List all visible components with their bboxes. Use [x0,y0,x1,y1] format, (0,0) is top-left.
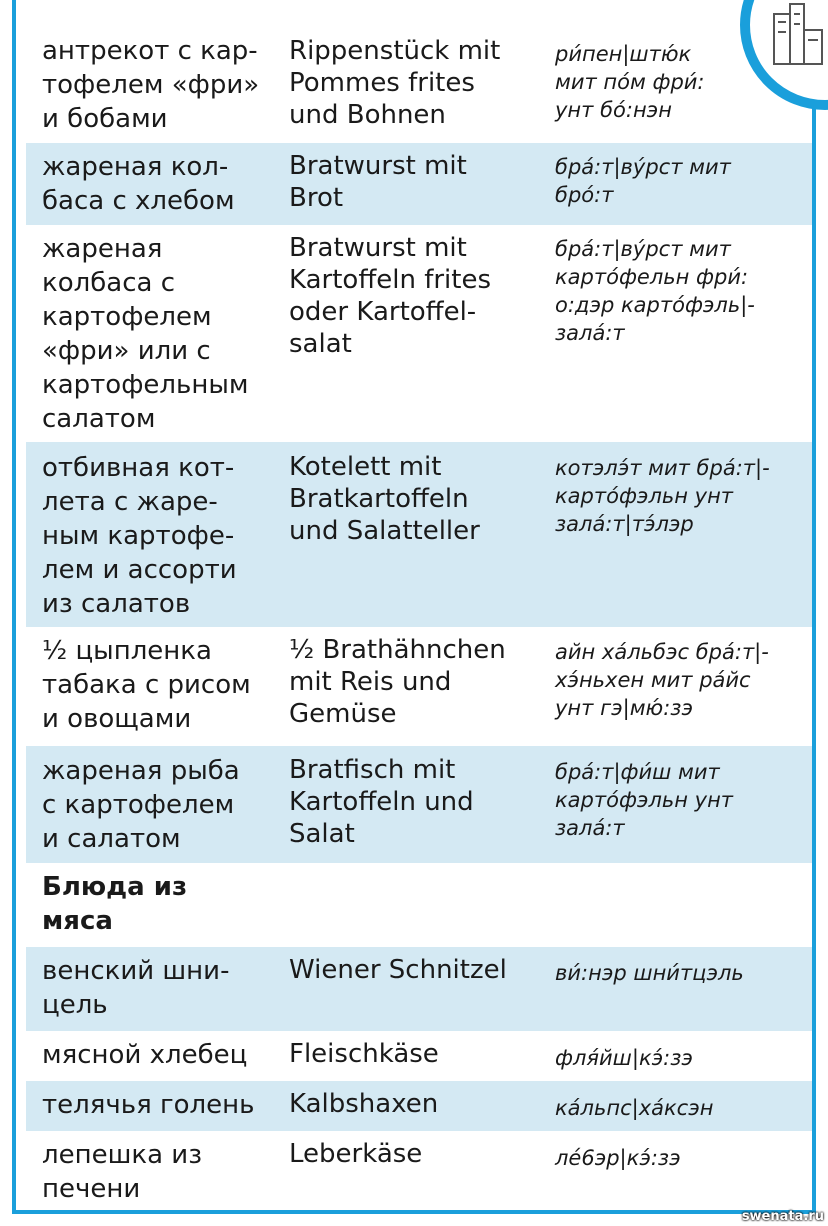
table-row [26,1031,812,1081]
russian-cell: ½ цыпленка табака с рисом и овощами [42,636,251,734]
russian-cell: жареная кол- баса с хлебом [42,152,235,216]
table-row [26,627,812,746]
table-row [26,143,812,225]
german-cell: Bratwurst mit Brot [289,151,467,213]
german-cell: Bratwurst mit Kartoffeln frites oder Kartoffel- salat [289,233,491,359]
german-cell: Leberkäse [289,1139,423,1169]
city-skyline-icon [768,2,828,72]
menu-table [26,0,812,1214]
transcription-cell: айн ха́льбэс бра́:т|- хэ́ньхен мит ра́йс унт гэ|мю́:зэ [555,640,769,720]
russian-cell: венский шни- цель [42,956,230,1020]
table-row [26,1081,812,1131]
transcription-cell: котэлэ́т мит бра́:т|- карто́фэльн унт зала́:т|тэ́лэр [555,456,770,536]
transcription-cell: бра́:т|ву́рст мит бро́:т [555,155,731,207]
russian-cell: жареная колбаса с картофелем «фри» или с картофельным салатом [42,234,249,434]
german-cell: Fleischkäse [289,1039,439,1069]
section-title: Блюда из мяса [42,872,188,936]
table-row [26,1131,812,1214]
transcription-cell: фля́йш|кэ́:зэ [555,1046,693,1070]
german-cell: Wiener Schnitzel [289,955,507,985]
russian-cell: отбивная кот- лета с жаре- ным картофе- лем и ассорти из салатов [42,453,237,619]
russian-cell: антрекот с кар- тофелем «фри» и бобами [42,36,260,134]
russian-cell: лепешка из печени [42,1140,203,1204]
transcription-cell: лé6эр|кэ́:зэ [555,1146,681,1170]
table-row [26,225,812,442]
german-cell: Kalbshaxen [289,1089,439,1119]
table-row [26,947,812,1031]
transcription-cell: ви́:нэр шни́тцэль [555,961,744,985]
phrasebook-frame [12,0,816,1214]
table-row [26,0,812,143]
transcription-cell: ка́льпс|ха́ксэн [555,1096,714,1120]
german-cell: ½ Brathähnchen mit Reis und Gemüse [289,635,506,729]
watermark: swenata.ru [741,1209,824,1224]
transcription-cell: ри́пен|штю́к мит по́м фри́: унт бо́:нэн [555,42,705,122]
table-row [26,746,812,863]
table-row [26,442,812,627]
section-header-row [26,863,812,947]
german-cell: Bratfisch mit Kartoffeln und Salat [289,755,474,849]
russian-cell: жареная рыба с картофелем и салатом [42,756,240,854]
german-cell: Kotelett mit Bratkartoffeln und Salatteller [289,452,480,546]
transcription-cell: бра́:т|фи́ш мит карто́фэльн унт зала́:т [555,760,734,840]
german-cell: Rippenstück mit Pommes frites und Bohnen [289,36,501,130]
russian-cell: телячья голень [42,1090,255,1120]
transcription-cell: бра́:т|ву́рст мит карто́фельн фри́: о:дэр карто́фэль|- зала́:т [555,237,755,345]
russian-cell: мясной хлебец [42,1040,248,1070]
